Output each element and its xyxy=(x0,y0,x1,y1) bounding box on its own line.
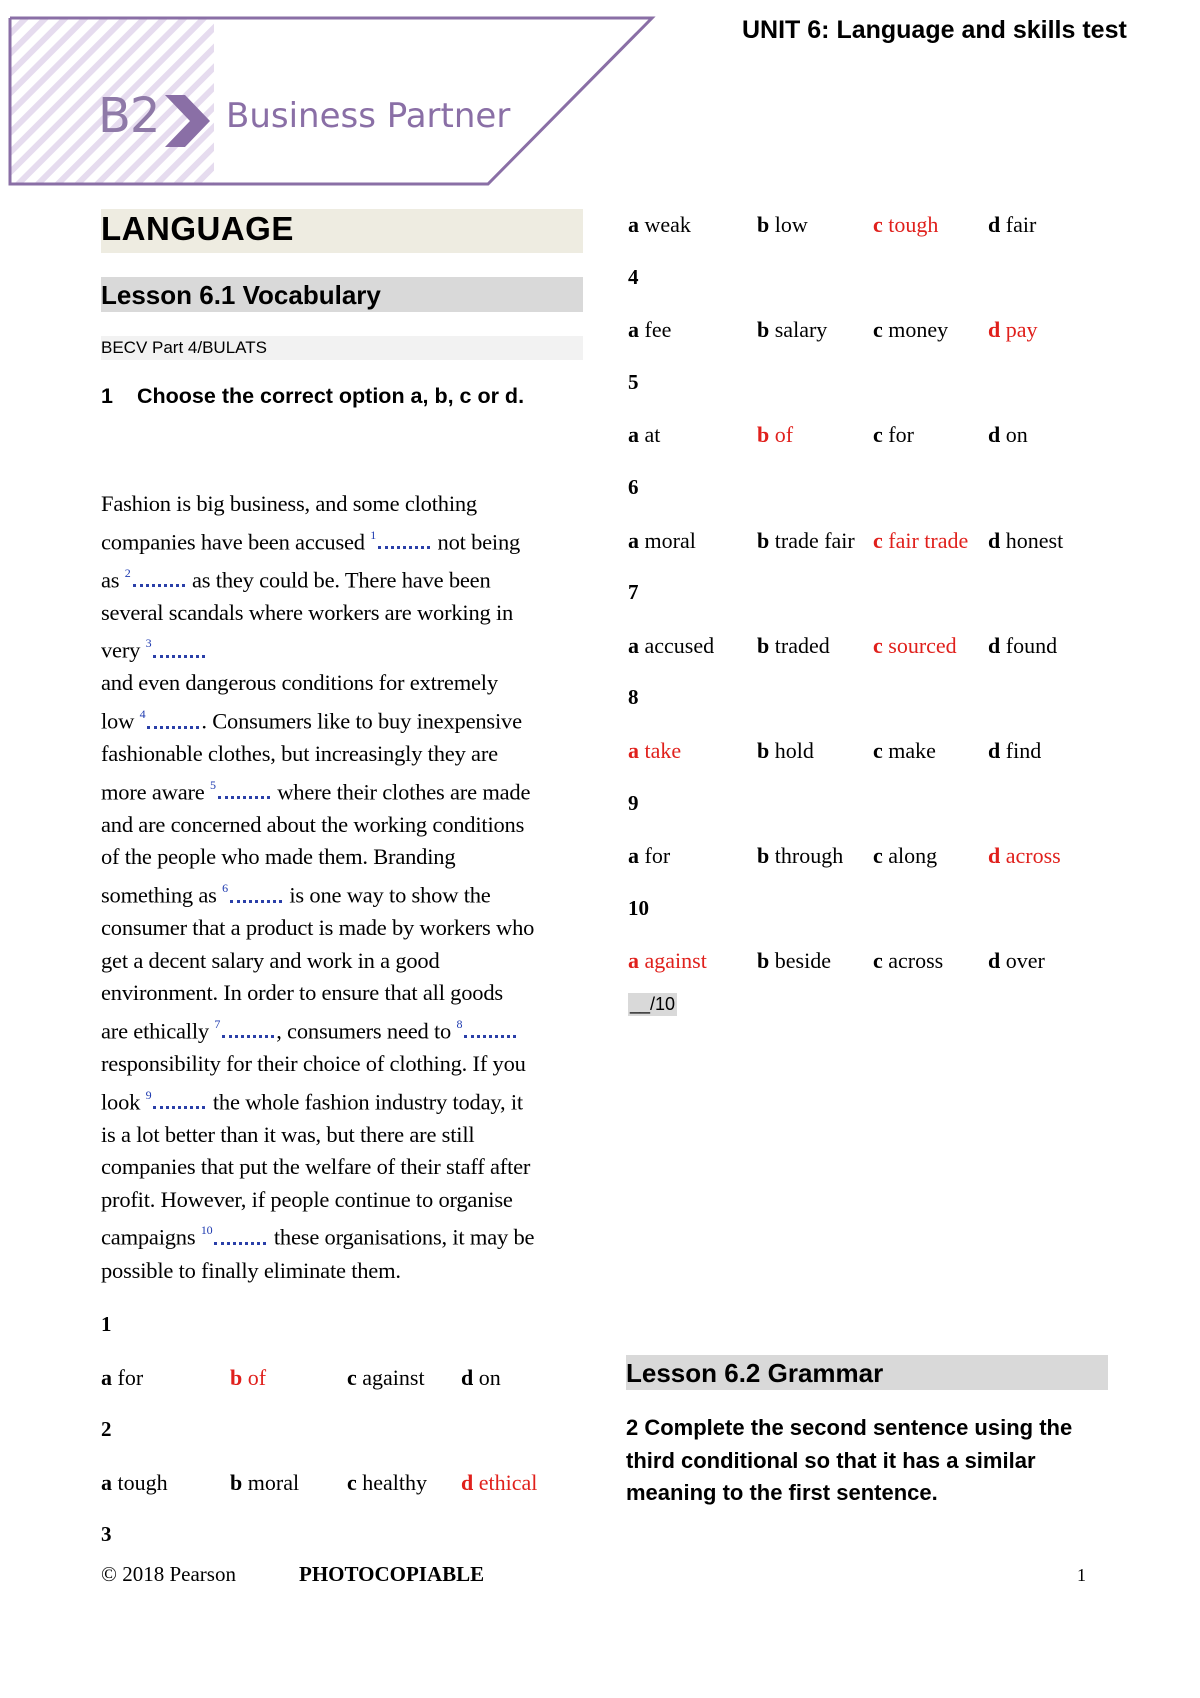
option-letter: d xyxy=(988,212,1001,237)
passage-text: of the people who made them. Branding xyxy=(101,844,456,870)
option-letter: c xyxy=(873,422,883,448)
passage-line xyxy=(101,488,586,521)
exam-label: BECV Part 4/BULATS xyxy=(101,338,267,357)
passage-line xyxy=(101,945,586,978)
task-instruction-text: Choose the correct option a, b, c or d. xyxy=(137,384,525,408)
option-text: low xyxy=(769,212,808,237)
passage-line xyxy=(101,738,586,771)
passage-line xyxy=(101,597,586,630)
logo-level: B2 xyxy=(98,88,160,144)
option-letter: b xyxy=(757,422,770,448)
option-letter: a xyxy=(628,843,639,869)
option-text: beside xyxy=(769,948,831,974)
answer-option[interactable] xyxy=(873,422,914,448)
passage-text: very xyxy=(101,637,146,663)
logo-brand-name: Business Partner xyxy=(226,96,511,136)
answer-option[interactable] xyxy=(757,317,827,343)
passage-line xyxy=(101,1010,586,1048)
gap-number: 3 xyxy=(145,636,152,651)
option-letter: d xyxy=(988,948,1001,974)
passage-line xyxy=(101,559,586,597)
question-number: 1 xyxy=(101,1312,112,1336)
option-text: traded xyxy=(769,632,830,658)
passage-text: possible to finally eliminate them. xyxy=(101,1257,401,1283)
answer-option[interactable] xyxy=(988,738,1041,764)
option-letter: b xyxy=(230,1469,243,1495)
option-text: of xyxy=(242,1364,267,1390)
answer-option[interactable] xyxy=(988,948,1045,974)
answer-blank[interactable] xyxy=(464,1029,516,1038)
gap-number: 4 xyxy=(139,707,146,722)
passage-text: responsibility for their choice of clothing. If you xyxy=(101,1051,526,1076)
gap-number: 7 xyxy=(214,1016,221,1031)
passage-text: and even dangerous conditions for extremely xyxy=(101,670,498,696)
gap-number: 9 xyxy=(145,1087,152,1102)
option-text: tough xyxy=(882,212,939,237)
answer-option[interactable] xyxy=(628,843,670,869)
passage-text: environment. In order to ensure that all goods xyxy=(101,980,503,1006)
passage-text: look xyxy=(101,1089,146,1115)
passage-text: as they could be. There have been xyxy=(186,567,491,593)
answer-option[interactable] xyxy=(230,1470,299,1496)
option-text: along xyxy=(882,843,938,869)
answer-option[interactable] xyxy=(873,317,948,343)
passage-text: the whole fashion industry today, it xyxy=(207,1089,523,1115)
passage-text: consumer that a product is made by workers who xyxy=(101,915,535,941)
passage-text: low xyxy=(101,708,140,734)
option-letter: b xyxy=(757,843,770,869)
answer-option[interactable] xyxy=(988,422,1028,448)
option-letter: d xyxy=(988,738,1001,763)
option-letter: b xyxy=(757,632,770,658)
option-text: salary xyxy=(769,317,828,343)
passage-text: profit. However, if people continue to organise xyxy=(101,1186,513,1212)
passage-text: are ethically xyxy=(101,1018,215,1044)
option-letter: c xyxy=(873,948,883,974)
option-text: tough xyxy=(112,1469,168,1495)
question-number: 3 xyxy=(101,1522,112,1547)
answer-option[interactable] xyxy=(628,528,696,554)
option-text: of xyxy=(769,422,794,448)
passage-line xyxy=(101,874,586,912)
answer-blank[interactable] xyxy=(147,720,199,729)
answer-option[interactable] xyxy=(988,317,1038,343)
option-letter: b xyxy=(757,527,770,553)
option-text: against xyxy=(356,1364,425,1390)
passage-line xyxy=(101,1151,586,1184)
passage-line xyxy=(101,1048,586,1081)
passage-line xyxy=(101,809,586,842)
option-letter: b xyxy=(757,317,770,343)
answer-option[interactable] xyxy=(628,738,681,764)
answer-option[interactable] xyxy=(988,528,1063,554)
option-letter: c xyxy=(873,738,883,763)
answer-option[interactable] xyxy=(873,948,943,974)
option-text: for xyxy=(639,843,671,869)
question-number: 4 xyxy=(628,264,639,289)
option-text: ethical xyxy=(473,1469,538,1495)
option-text: across xyxy=(882,948,944,974)
cloze-passage xyxy=(101,488,586,1287)
option-text: fair trade xyxy=(882,527,969,553)
answer-blank[interactable] xyxy=(133,578,185,587)
passage-line xyxy=(101,700,586,738)
option-letter: d xyxy=(461,1469,474,1495)
answer-option[interactable] xyxy=(347,1365,425,1391)
footer-copyright: © 2018 Pearson xyxy=(101,1562,236,1586)
option-letter: a xyxy=(628,422,639,448)
answer-blank[interactable] xyxy=(222,1029,274,1038)
passage-text: several scandals where workers are working in xyxy=(101,599,514,625)
option-letter: a xyxy=(628,317,639,343)
passage-text: companies that put the welfare of their staff after xyxy=(101,1154,531,1180)
question-number: 5 xyxy=(628,369,639,394)
option-text: across xyxy=(1000,843,1061,869)
answer-option[interactable] xyxy=(757,633,830,659)
passage-text: companies have been accused xyxy=(101,529,371,555)
option-text: through xyxy=(769,843,844,869)
passage-text: campaigns xyxy=(101,1224,201,1250)
passage-line xyxy=(101,771,586,809)
grammar-lesson-title: Lesson 6.2 Grammar xyxy=(626,1358,884,1388)
answer-option[interactable] xyxy=(628,422,660,448)
option-text: accused xyxy=(639,632,715,658)
option-letter: a xyxy=(628,527,639,553)
passage-text: as xyxy=(101,567,125,593)
answer-blank[interactable] xyxy=(153,1100,205,1109)
passage-text: get a decent salary and work in a good xyxy=(101,947,440,973)
answer-option[interactable] xyxy=(230,1365,266,1391)
option-text: pay xyxy=(1000,317,1038,343)
passage-text: and are concerned about the working conditions xyxy=(101,811,525,837)
answer-option[interactable] xyxy=(628,948,707,974)
option-text: sourced xyxy=(882,632,957,658)
passage-text: . Consumers like to buy inexpensive xyxy=(201,708,522,734)
gap-number: 8 xyxy=(456,1016,463,1031)
option-text: fair xyxy=(1000,212,1037,237)
passage-text: , consumers need to xyxy=(276,1018,457,1044)
task-instruction xyxy=(101,384,524,409)
passage-text: Fashion is big business, and some clothing xyxy=(101,491,477,516)
section-title: LANGUAGE xyxy=(101,210,294,247)
passage-text: is one way to show the xyxy=(283,882,491,908)
question-number: 9 xyxy=(628,790,639,815)
passage-text: more aware xyxy=(101,779,210,805)
answer-option[interactable] xyxy=(628,633,714,659)
passage-line xyxy=(101,1119,586,1152)
passage-text: fashionable clothes, but increasingly they are xyxy=(101,741,498,767)
passage-line xyxy=(101,977,586,1010)
answer-option[interactable] xyxy=(757,948,831,974)
answer-option[interactable] xyxy=(873,528,968,554)
option-text: for xyxy=(882,422,914,448)
option-letter: d xyxy=(988,632,1001,658)
passage-text: something as xyxy=(101,882,223,908)
passage-text: not being xyxy=(432,529,521,555)
option-letter: c xyxy=(873,632,883,658)
answer-option[interactable] xyxy=(988,633,1057,659)
answer-option[interactable] xyxy=(873,633,957,659)
option-letter: c xyxy=(347,1364,357,1390)
answer-option[interactable] xyxy=(757,843,843,869)
option-letter: c xyxy=(873,843,883,869)
passage-line xyxy=(101,1216,586,1254)
question-number: 6 xyxy=(628,475,639,499)
option-letter: a xyxy=(628,632,639,658)
passage-text: is a lot better than it was, but there are still xyxy=(101,1121,475,1147)
option-text: moral xyxy=(639,527,696,553)
option-letter: c xyxy=(873,317,883,343)
answer-option[interactable] xyxy=(988,843,1061,869)
passage-line xyxy=(101,629,586,667)
answer-option[interactable] xyxy=(873,738,936,764)
grammar-task-instruction: 2 Complete the second sentence using the third conditional so that it has a similar meaning to the first sentence. xyxy=(626,1415,1073,1505)
option-text: make xyxy=(882,738,936,763)
answer-option[interactable] xyxy=(873,843,937,869)
passage-line xyxy=(101,521,586,559)
option-text: take xyxy=(639,738,682,763)
answer-option[interactable] xyxy=(101,1365,143,1391)
answer-blank[interactable] xyxy=(218,790,270,799)
option-letter: a xyxy=(101,1469,112,1495)
option-text: on xyxy=(473,1364,501,1390)
option-letter: a xyxy=(101,1364,112,1390)
gap-number: 6 xyxy=(222,881,228,896)
option-text: at xyxy=(639,422,661,448)
option-text: against xyxy=(639,948,707,974)
option-text: hold xyxy=(769,738,814,763)
option-text: trade fair xyxy=(769,527,855,553)
answer-option[interactable] xyxy=(101,1470,168,1496)
passage-text: where their clothes are made xyxy=(271,779,531,805)
footer-page-number: 1 xyxy=(1077,1565,1086,1585)
answer-option[interactable] xyxy=(757,528,855,554)
option-letter: b xyxy=(230,1364,243,1390)
answer-option[interactable] xyxy=(461,1365,501,1391)
answer-blank[interactable] xyxy=(214,1236,266,1245)
passage-line xyxy=(101,841,586,874)
option-text: over xyxy=(1000,948,1045,974)
passage-line xyxy=(101,667,586,700)
answer-option[interactable] xyxy=(757,212,808,238)
question-number: 10 xyxy=(628,895,649,920)
option-letter: c xyxy=(873,212,883,237)
answer-option[interactable] xyxy=(757,422,793,448)
footer-photocopiable: PHOTOCOPIABLE xyxy=(299,1562,485,1586)
option-text: moral xyxy=(242,1469,300,1495)
option-letter: a xyxy=(628,738,639,763)
option-letter: d xyxy=(988,317,1001,343)
lesson-title: Lesson 6.1 Vocabulary xyxy=(101,280,381,310)
option-text: found xyxy=(1000,632,1058,658)
answer-option[interactable] xyxy=(347,1470,427,1496)
option-letter: b xyxy=(757,738,770,763)
passage-line xyxy=(101,1081,586,1119)
question-number: 7 xyxy=(628,580,639,605)
task-number: 1 xyxy=(101,384,113,408)
option-letter: b xyxy=(757,948,770,974)
option-text: money xyxy=(882,317,949,343)
option-letter: b xyxy=(757,212,770,237)
gap-number: 5 xyxy=(209,777,216,792)
answer-blank[interactable] xyxy=(153,649,205,658)
answer-option[interactable] xyxy=(873,212,938,238)
option-letter: a xyxy=(628,948,639,974)
option-letter: d xyxy=(988,422,1001,448)
passage-text: these organisations, it may be xyxy=(268,1224,535,1250)
question-number: 2 xyxy=(101,1417,112,1442)
option-letter: c xyxy=(873,527,883,553)
option-text: for xyxy=(112,1364,144,1390)
option-text: healthy xyxy=(356,1469,428,1495)
question-number: 8 xyxy=(628,685,639,710)
option-letter: c xyxy=(347,1469,357,1495)
answer-option[interactable] xyxy=(628,317,671,343)
answer-blank[interactable] xyxy=(378,540,430,549)
gap-number: 10 xyxy=(200,1223,213,1238)
passage-line xyxy=(101,1184,586,1217)
option-letter: d xyxy=(988,527,1001,553)
gap-number: 1 xyxy=(370,527,377,542)
answer-option[interactable] xyxy=(757,738,814,764)
passage-line xyxy=(101,1255,586,1288)
answer-option[interactable] xyxy=(988,212,1036,238)
option-text: find xyxy=(1000,738,1042,763)
answer-option[interactable] xyxy=(628,212,691,238)
passage-line xyxy=(101,912,586,945)
option-letter: d xyxy=(988,843,1001,869)
unit-title: UNIT 6: Language and skills test xyxy=(742,16,1127,44)
option-text: weak xyxy=(639,212,691,237)
option-letter: a xyxy=(628,212,639,237)
option-text: honest xyxy=(1000,527,1064,553)
gap-number: 2 xyxy=(124,565,131,580)
score-box[interactable]: __/10 xyxy=(630,994,676,1014)
answer-blank[interactable] xyxy=(230,894,282,903)
option-text: on xyxy=(1000,422,1028,448)
option-letter: d xyxy=(461,1364,474,1390)
option-text: fee xyxy=(639,317,672,343)
answer-option[interactable] xyxy=(461,1470,537,1496)
